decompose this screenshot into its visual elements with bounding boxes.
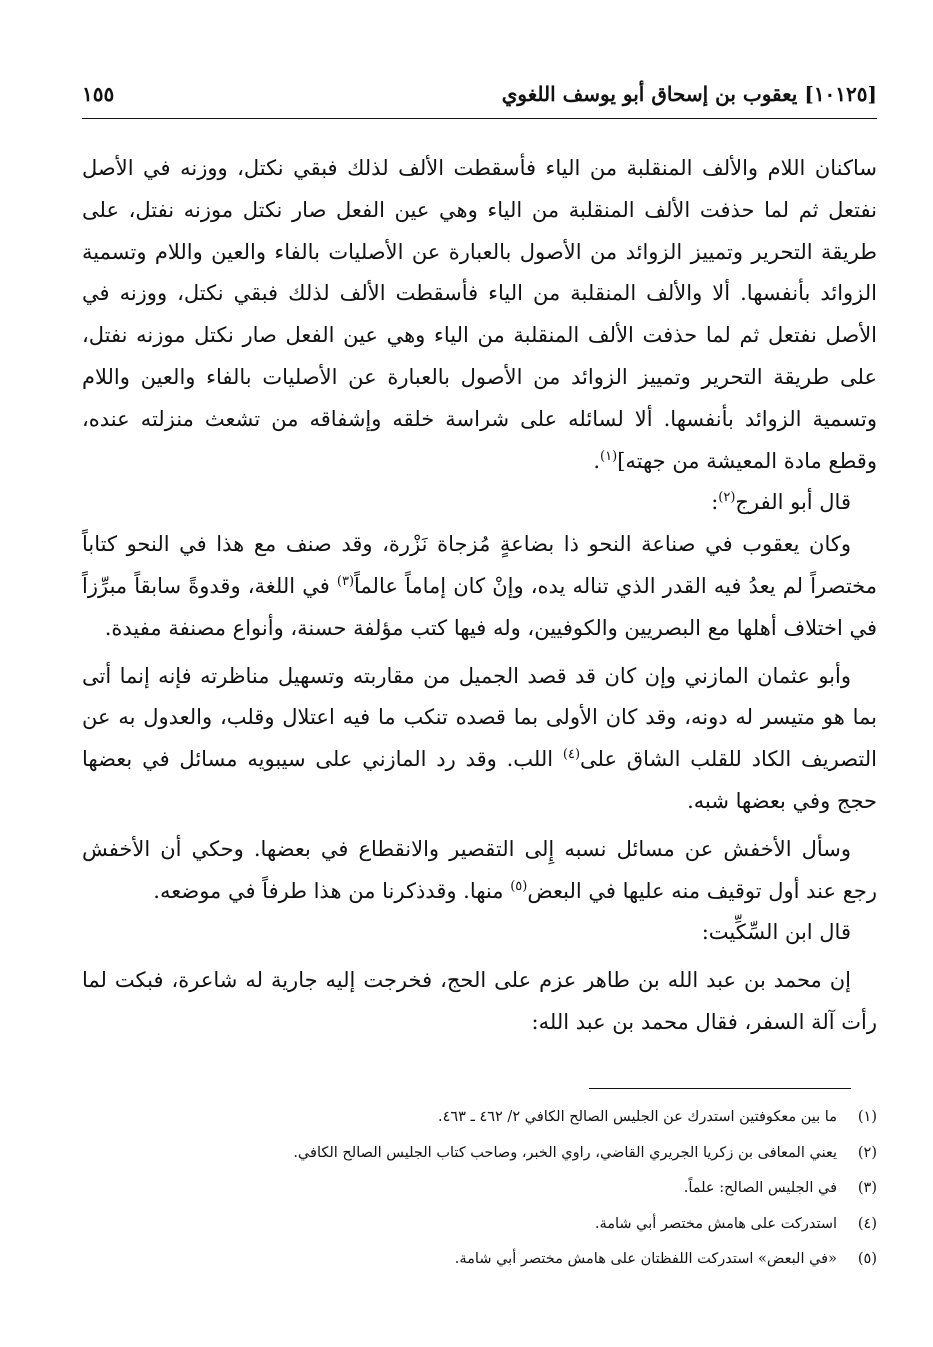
footnote-number: (٤)	[857, 1215, 877, 1232]
main-text	[82, 148, 877, 1044]
paragraph-4	[82, 656, 877, 823]
paragraph-5-text-b: منها. وقدذكرنا من هذا طرفاً في موضعه.	[153, 878, 511, 903]
footnote-text: ما بين معكوفتين استدرك عن الجليس الصالح الكافي ٢/ ٤٦٢ ـ ٤٦٣.	[438, 1109, 837, 1125]
footnote-ref-4[interactable]: (٤)	[562, 747, 581, 763]
running-title: [١٠١٢٥] يعقوب بن إسحاق أبو يوسف اللغوي	[501, 82, 877, 106]
paragraph-3-text-b: في اللغة، وقدوةً سابقاً مبرِّزاً في اختلاف أهلها مع البصريين والكوفيين، وله فيها كتب مؤلفة حسنة، وأنواع مصنفة مفيدة.	[82, 573, 877, 640]
footnote-5	[57, 1242, 877, 1278]
footnote-4	[57, 1207, 877, 1243]
paragraph-2-text: قال أبو الفرج	[735, 490, 851, 515]
paragraph-1-end: .	[593, 448, 601, 473]
paragraph-5-text-a: وسأل الأخفش عن مسائل نسبه إِلى التقصير والانقطاع في بعضها. وحكي أن الأخفش رجع عند أول توقيف منه عليها في البعض	[82, 836, 877, 903]
footnote-ref-5[interactable]: (٥)	[510, 878, 528, 894]
page-number: ١٥٥	[82, 82, 115, 106]
paragraph-5	[82, 829, 877, 913]
paragraph-3-text-a: وكان يعقوب في صناعة النحو ذا بضاعةٍ مُزجاة نَزْرة، وقد صنف مع هذا في النحو كتاباً مختصراً لم يعدُ فيه القدر الذي تناله يده، وإنْ كان إماماً عالماً	[82, 532, 877, 598]
footnote-text: في الجليس الصالح: علماً.	[683, 1180, 837, 1196]
paragraph-2-end: :	[711, 490, 719, 515]
footnote-ref-1[interactable]: (١)	[600, 448, 618, 464]
footnote-number: (٣)	[857, 1180, 877, 1196]
header-divider	[82, 118, 877, 119]
footnotes	[57, 1100, 877, 1278]
paragraph-2	[82, 482, 877, 524]
footnote-text: استدركت على هامش مختصر أبي شامة.	[594, 1215, 837, 1232]
paragraph-7: إن محمد بن عبد الله بن طاهر عزم على الحج، فخرجت إليه جارية له شاعرة، فبكت لما رأت آلة السفر، فقال محمد بن عبد الله:	[82, 968, 877, 1034]
footnote-ref-3[interactable]: (٣)	[336, 573, 355, 589]
book-page	[82, 82, 877, 1034]
page-header	[82, 82, 877, 112]
footnote-1	[57, 1100, 877, 1136]
paragraph-1	[82, 148, 877, 482]
paragraph-1-text: ساكنان اللام والألف المنقلبة من الياء فأسقطت الألف لذلك فبقي نكتل، ووزنه في الأصل نفتعل ثم لما حذفت الألف المنقلبة من الياء وهي عين الفعل صار نكتل موزنه نفتل، على طريقة التحرير وتمييز الزوائد من الأصول بالعبارة عن الأصليات بالفاء والعين واللام وتسمية الزوائد بأنفسها. ألا والألف المنقلبة من الياء فأسقطت الألف لذلك فبقي نكتل، ووزنه في الأصل نفتعل ثم لما حذفت الألف المنقلبة من الياء وهي عين الفعل صار نكتل موزنه نفتل، على طريقة التحرير وتمييز الزوائد من الأصول بالعبارة عن الأصليات بالفاء والعين واللام وتسمية الزوائد بأنفسها. ألا لسائله على شراسة خلقه وإشفاقه من تشعث منزلته عنده، وقطع مادة المعيشة من جهته]	[82, 156, 877, 473]
footnote-ref-2[interactable]: (٢)	[718, 490, 736, 506]
paragraph-4-text-a: وأبو عثمان المازني وإن كان قد قصد الجميل من مقاربته وتسهيل مناظرته فإنه إنما أتى بما هو متيسر له دونه، وقد كان الأولى بما قصده تنكب ما فيه اعتلال وقلب، والعدول به عن التصريف الكاد للقلب الشاق على	[82, 663, 877, 772]
paragraph-4-text-b: اللب. وقد رد المازني على سيبويه مسائل في بعضها حجج وفي بعضها شبه.	[82, 747, 877, 813]
footnote-number: (١)	[857, 1109, 877, 1125]
paragraph-6: قال ابن السِّكِّيت:	[701, 920, 851, 945]
footnote-text: يعني المعافى بن زكريا الجريري القاضي، راوي الخبر، وصاحب كتاب الجليس الصالح الكافي.	[293, 1144, 837, 1161]
footnote-2	[57, 1136, 877, 1172]
footnote-3	[57, 1171, 877, 1207]
footnote-text: «في البعض» استدركت اللفظتان على هامش مختصر أبي شامة.	[454, 1251, 837, 1267]
paragraph-3	[82, 524, 877, 649]
footnote-number: (٥)	[857, 1251, 877, 1267]
footnote-divider	[589, 1088, 851, 1089]
footnote-number: (٢)	[857, 1144, 877, 1161]
